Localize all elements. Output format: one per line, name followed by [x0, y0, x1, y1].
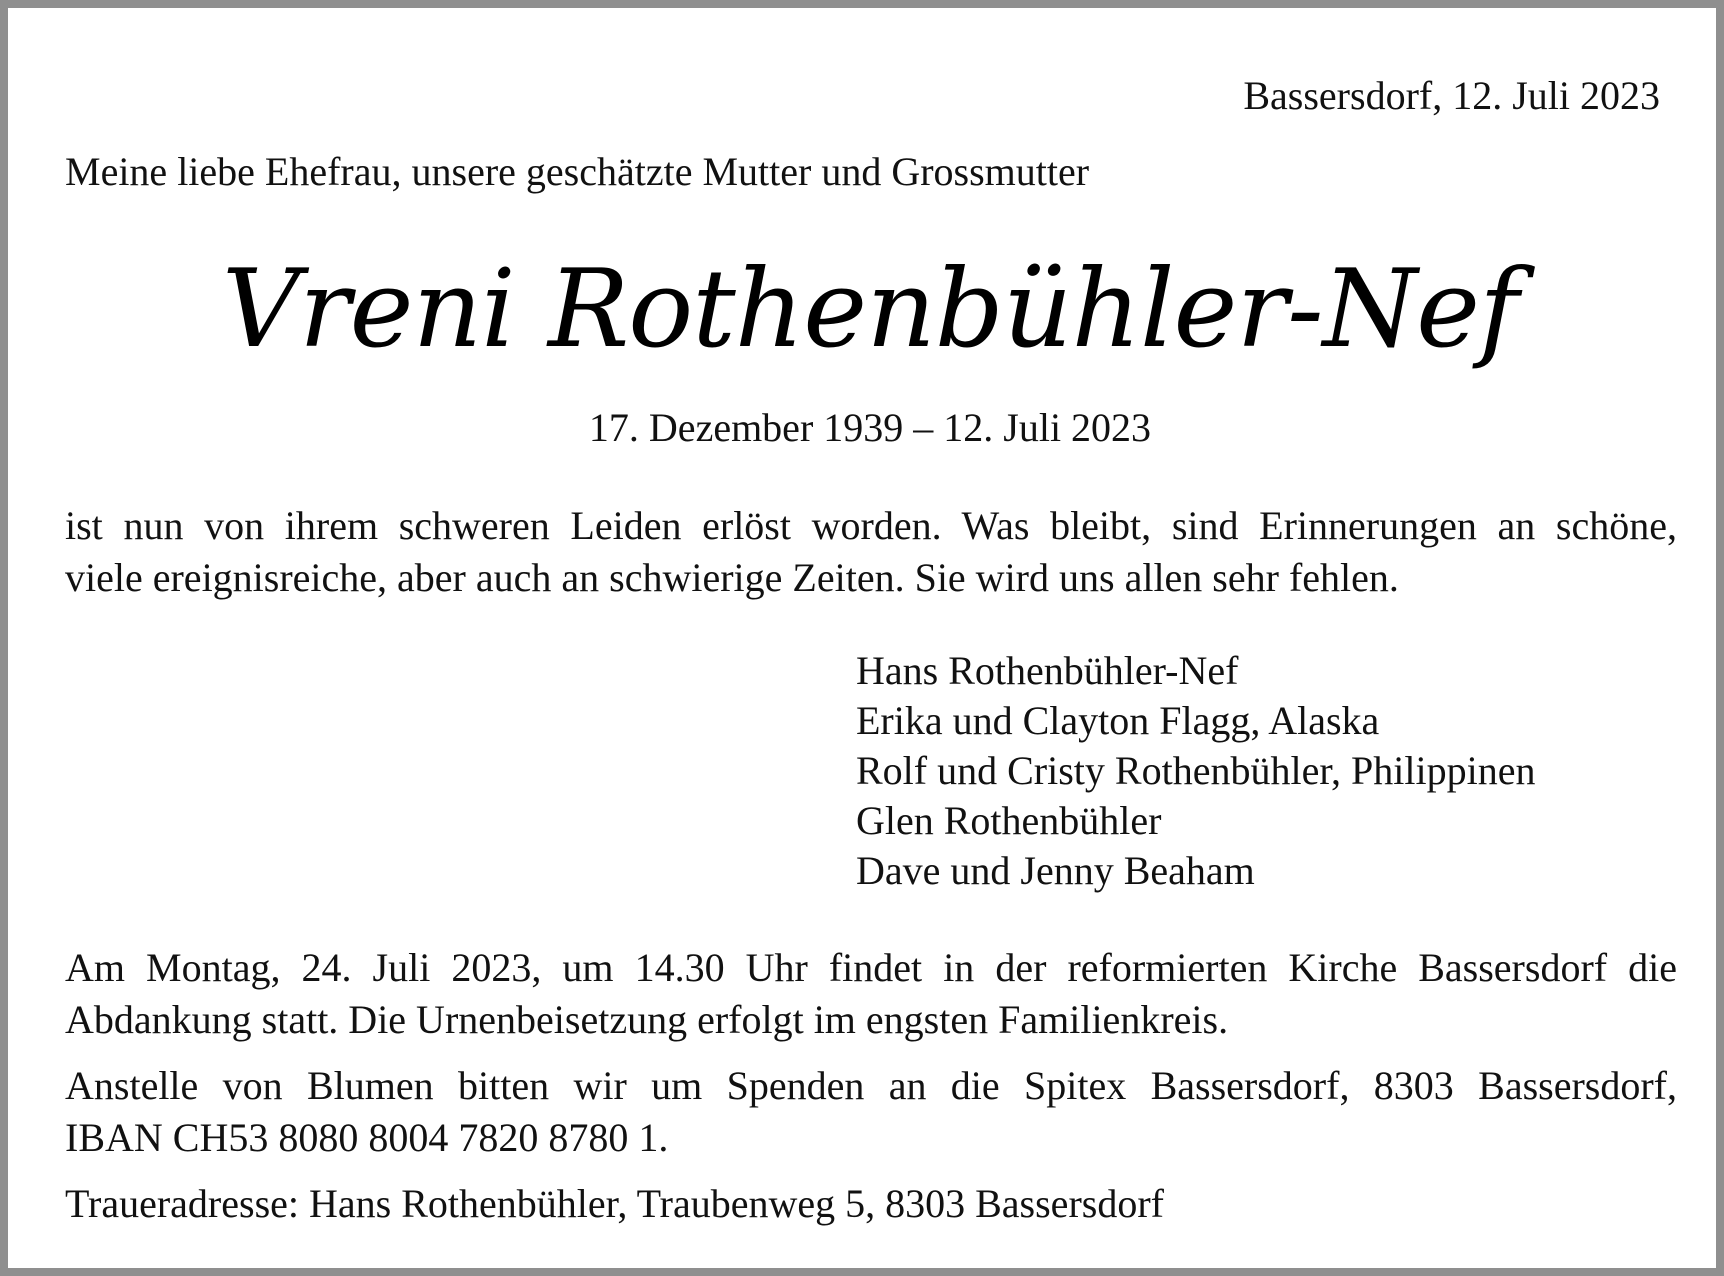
mourner-entry: Erika und Clayton Flagg, Alaska — [856, 698, 1380, 743]
mourner-entry: Glen Rothenbühler — [856, 798, 1162, 843]
service-line-1: Am Montag, 24. Juli 2023, um 14.30 Uhr findet in der reformierten Kirche Bassersdorf die — [65, 945, 1677, 990]
deceased-name: Vreni Rothenbühler-Nef — [222, 247, 1518, 372]
mourner-entry: Rolf und Cristy Rothenbühler, Philippinen — [856, 748, 1536, 793]
intro-line: Meine liebe Ehefrau, unsere geschätzte Mutter und Grossmutter — [65, 149, 1090, 194]
message-line-1: ist nun von ihrem schweren Leiden erlöst worden. Was bleibt, sind Erinnerungen an schöne, — [65, 503, 1677, 548]
mourner-entry: Hans Rothenbühler-Nef — [856, 648, 1239, 693]
message-line-2: viele ereignisreiche, aber auch an schwierige Zeiten. Sie wird uns allen sehr fehlen. — [65, 555, 1399, 600]
donation-line-2: IBAN CH53 8080 8004 7820 8780 1. — [65, 1115, 669, 1160]
mourning-address — [65, 1178, 1677, 1230]
service-paragraph — [65, 942, 1677, 1046]
place-date: Bassersdorf, 12. Juli 2023 — [1243, 73, 1660, 118]
lifespan-dates: 17. Dezember 1939 – 12. Juli 2023 — [588, 405, 1152, 450]
address-line: Traueradresse: Hans Rothenbühler, Traubenweg 5, 8303 Bassersdorf — [65, 1181, 1164, 1226]
service-line-2: Abdankung statt. Die Urnenbeisetzung erfolgt im engsten Familienkreis. — [65, 997, 1229, 1042]
mourner-entry: Dave und Jenny Beaham — [856, 848, 1255, 893]
mourners-list — [856, 646, 1536, 896]
donation-paragraph — [65, 1060, 1677, 1164]
message-paragraph — [65, 500, 1677, 604]
donation-line-1: Anstelle von Blumen bitten wir um Spenden an die Spitex Bassersdorf, 8303 Bassersdorf, — [65, 1063, 1677, 1108]
